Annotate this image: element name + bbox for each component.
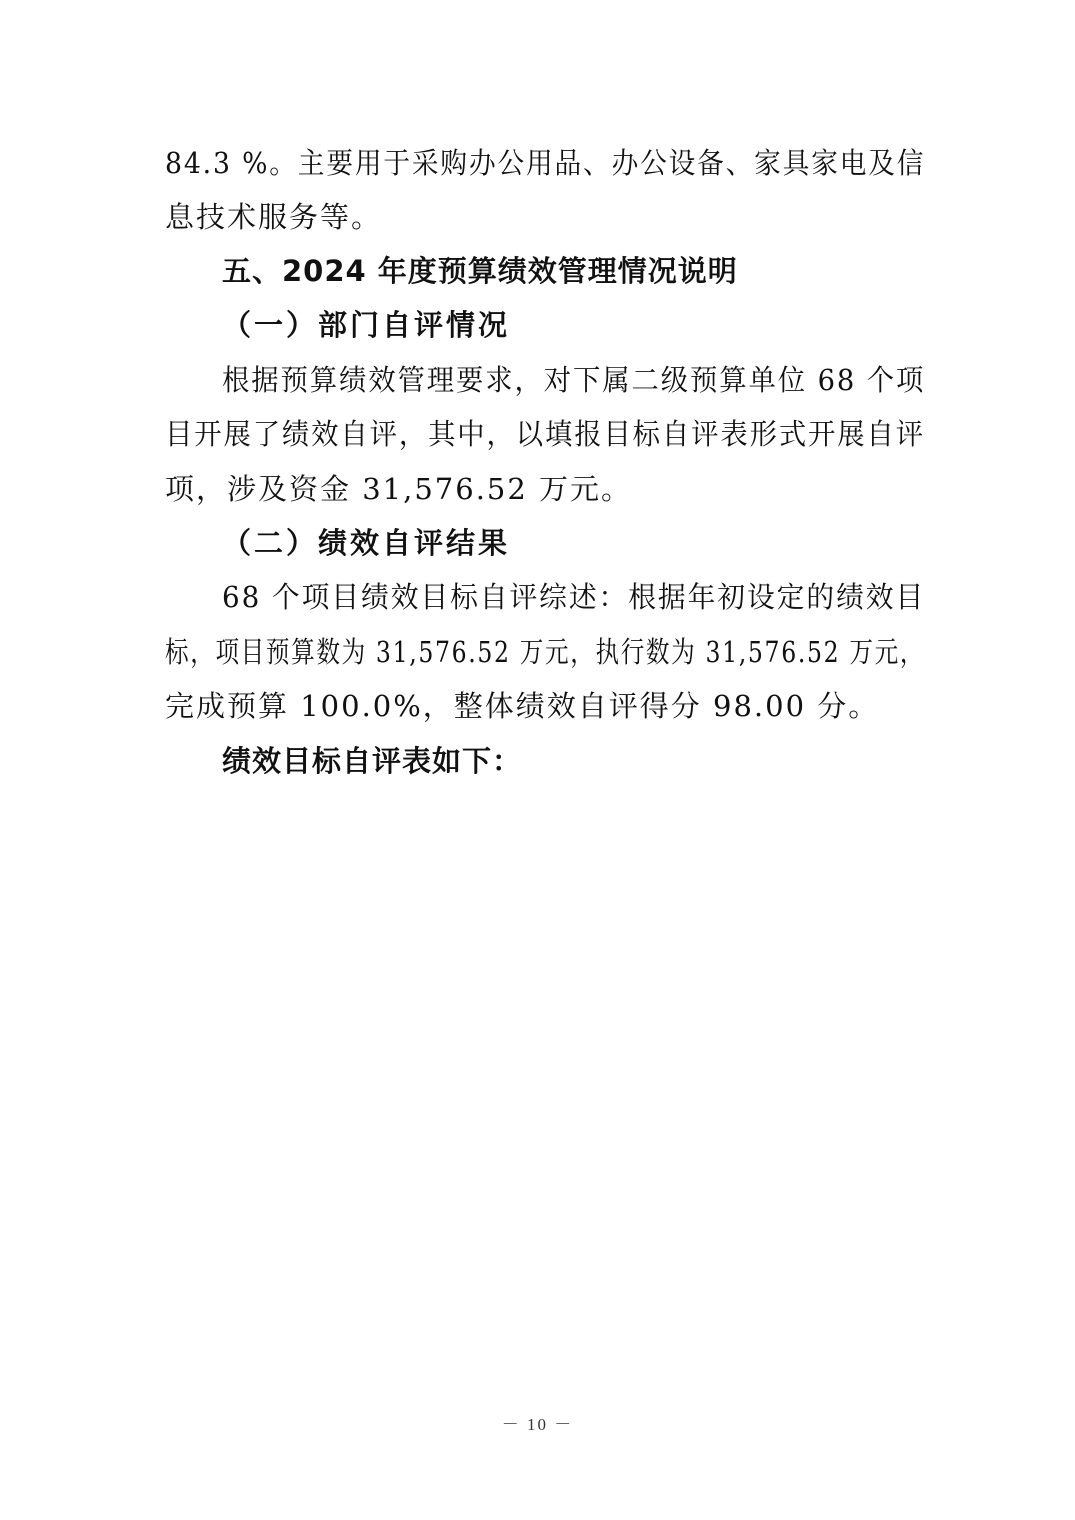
paragraph-line: 项，涉及资金 31,576.52 万元。	[165, 472, 633, 506]
page-number: － 10 －	[501, 1415, 574, 1434]
section-heading: 五、2024 年度预算绩效管理情况说明	[222, 254, 738, 288]
paragraph-line: 息技术服务等。	[165, 200, 383, 234]
paragraph-line: 目开展了绩效自评，其中，以填报目标自评表形式开展自评	[165, 417, 925, 451]
paragraph-line: 84.3 %。主要用于采购办公用品、办公设备、家具家电及信	[165, 146, 926, 180]
table-intro-heading: 绩效目标自评表如下：	[222, 744, 523, 778]
paragraph-line: 68 个项目绩效目标自评综述：根据年初设定的绩效目	[222, 580, 926, 614]
subsection-heading: （二）绩效自评结果	[222, 526, 511, 560]
paragraph-line: 完成预算 100.0%，整体绩效自评得分 98.00 分。	[165, 689, 880, 723]
paragraph-line: 标，项目预算数为 31,576.52 万元，执行数为 31,576.52 万元，	[165, 635, 926, 669]
subsection-heading: （一）部门自评情况	[222, 308, 511, 342]
paragraph-line: 根据预算绩效管理要求，对下属二级预算单位 68 个项	[222, 363, 926, 397]
